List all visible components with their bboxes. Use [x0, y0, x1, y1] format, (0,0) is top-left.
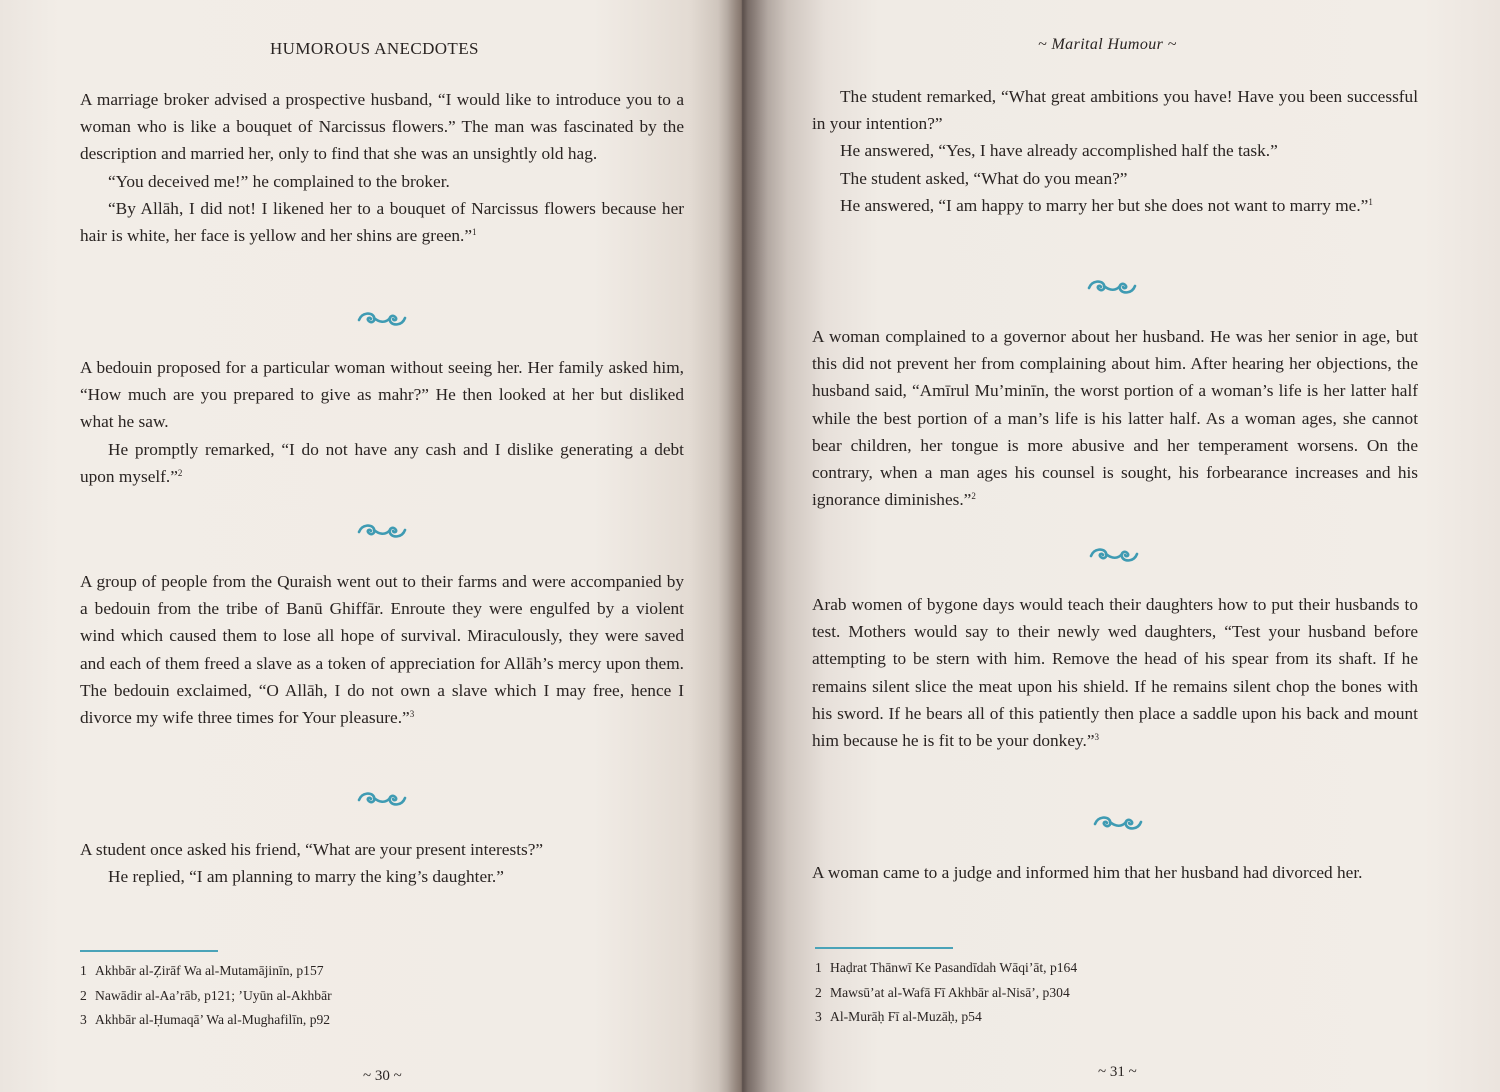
paragraph: He replied, “I am planning to marry the king’s daughter.”	[108, 867, 504, 887]
footnote-ref: 2	[971, 491, 976, 502]
swirl-ornament-icon	[356, 308, 408, 330]
footnote-number: 2	[80, 987, 87, 1003]
footnote-ref: 3	[1094, 732, 1099, 743]
footnote-text: Al-Murāḥ Fī al-Muzāḥ, p54	[830, 1009, 982, 1024]
paragraph-text: A woman complained to a governor about her husband. He was her senior in age, but this did not prevent her from complaining about him. After hearing her objections, the husband said, “Amīrul Mu’minīn, the worst portion of a woman’s life is her latter half while the best portion of a man’s life is his latter half. As a woman ages, she cannot bear children, her tongue is more abusive and her temperament worsens. On the contrary, when a man ages his counsel is sought, his forbearance increases and his ignorance diminishes.”	[812, 327, 1418, 510]
footnote	[815, 981, 1077, 1006]
footnote	[80, 1008, 332, 1033]
left-page	[0, 0, 742, 1092]
footnote-text: Haḍrat Thānwī Ke Pasandīdah Wāqi’āt, p164	[830, 960, 1078, 975]
footnote	[815, 1005, 1077, 1030]
paragraph: He answered, “Yes, I have already accomplished half the task.”	[840, 141, 1278, 161]
footnote-text: Akhbār al-Ḥumaqā’ Wa al-Mughafilīn, p92	[95, 1012, 331, 1027]
footnote-number: 2	[815, 984, 822, 1000]
paragraph-text: A group of people from the Quraish went out to their farms and were accompanied by a bedouin from the tribe of Banū Ghiffār. Enroute they were engulfed by a violent wind which caused them to lose all hope of survival. Miraculously, they were saved and each of them freed a slave as a token of appreciation for Allāh’s mercy upon them. The bedouin exclaimed, “O Allāh, I do not own a slave which I may free, hence I divorce my wife three times for Your pleasure.”	[80, 572, 684, 728]
swirl-ornament-icon	[356, 520, 408, 542]
swirl-ornament-icon	[356, 788, 408, 810]
anecdote-block	[812, 591, 1418, 754]
anecdote-block	[80, 354, 684, 490]
running-head: HUMOROUS ANECDOTES	[270, 39, 479, 58]
paragraph	[812, 192, 1418, 219]
paragraph-text: He answered, “I am happy to marry her but she does not want to marry me.”	[840, 195, 1369, 215]
footnote-ref: 1	[472, 227, 477, 238]
paragraph-text: He promptly remarked, “I do not have any cash and I dislike generating a debt upon myself.”	[80, 439, 684, 486]
footnote-number: 1	[815, 960, 822, 975]
book-gutter-shadow	[718, 0, 768, 1092]
paragraph	[80, 436, 684, 490]
footnote-text: Akhbār al-Ẓirāf Wa al-Mutamājinīn, p157	[95, 963, 324, 978]
anecdote-block	[80, 86, 684, 249]
paragraph: The student asked, “What do you mean?”	[840, 168, 1128, 188]
paragraph	[812, 323, 1418, 513]
swirl-ornament-icon	[1086, 276, 1138, 298]
footnote-ref: 3	[409, 709, 415, 720]
footnotes	[815, 956, 1077, 1030]
page-number: ~ 30 ~	[363, 1068, 402, 1084]
footnote-number: 3	[815, 1009, 822, 1024]
paragraph-text: Arab women of bygone days would teach their daughters how to put their husbands to test. Mothers would say to their newly wed daughters, “Test your husband before attempting to be stern with him. Remove the head of his spear from its shaft. If he remains silent slice the meat upon his shield. If he remains silent chop the bones with his sword. If he bears all of this patiently then place a saddle upon his back and mount him because he is fit to be your donkey.”	[812, 595, 1418, 751]
footnote-number: 3	[80, 1012, 87, 1027]
paragraph	[812, 591, 1418, 754]
paragraph: A marriage broker advised a prospective husband, “I would like to introduce you to a woman who is like a bouquet of Narcissus flowers.” The man was fascinated by the description and married her, only to find that she was an unsightly old hag.	[80, 90, 684, 164]
swirl-ornament-icon	[1088, 544, 1140, 566]
anecdote-block	[80, 568, 684, 731]
paragraph	[80, 568, 684, 731]
footnote	[80, 984, 332, 1009]
paragraph: A woman came to a judge and informed him that her husband had divorced her.	[812, 863, 1363, 882]
footnote-ref: 1	[1368, 196, 1373, 207]
paragraph-text: “By Allāh, I did not! I likened her to a bouquet of Narcissus flowers because her hair is white, her face is yellow and her shins are green.”	[80, 198, 684, 246]
footnote-text: Mawsū’at al-Wafā Fī Akhbār al-Nisā’, p304	[830, 984, 1070, 1000]
paragraph: “You deceived me!” he complained to the broker.	[108, 171, 450, 191]
anecdote-block	[812, 859, 1418, 886]
anecdote-block	[812, 323, 1418, 513]
footnote-text: Nawādir al-Aa’rāb, p121; ’Uyūn al-Akhbār	[95, 987, 332, 1003]
running-head: ~ Marital Humour ~	[1038, 36, 1177, 53]
paragraph: A bedouin proposed for a particular woman without seeing her. Her family asked him, “How much are you prepared to give as mahr?” He then looked at her but disliked what he saw.	[80, 358, 684, 432]
footnote	[815, 956, 1077, 981]
footnote-ref: 2	[177, 467, 183, 478]
paragraph: A student once asked his friend, “What are your present interests?”	[80, 840, 544, 859]
paragraph	[80, 195, 684, 249]
footnote	[80, 959, 332, 984]
footnote-rule	[80, 950, 218, 952]
anecdote-block	[80, 836, 684, 890]
footnote-number: 1	[80, 963, 87, 978]
paragraph: The student remarked, “What great ambitions you have! Have you been successful in your intention?”	[812, 87, 1418, 134]
swirl-ornament-icon	[1092, 812, 1144, 834]
page-number: ~ 31 ~	[1098, 1064, 1137, 1080]
footnote-rule	[815, 947, 953, 949]
footnotes	[80, 959, 332, 1033]
anecdote-block	[812, 83, 1418, 219]
